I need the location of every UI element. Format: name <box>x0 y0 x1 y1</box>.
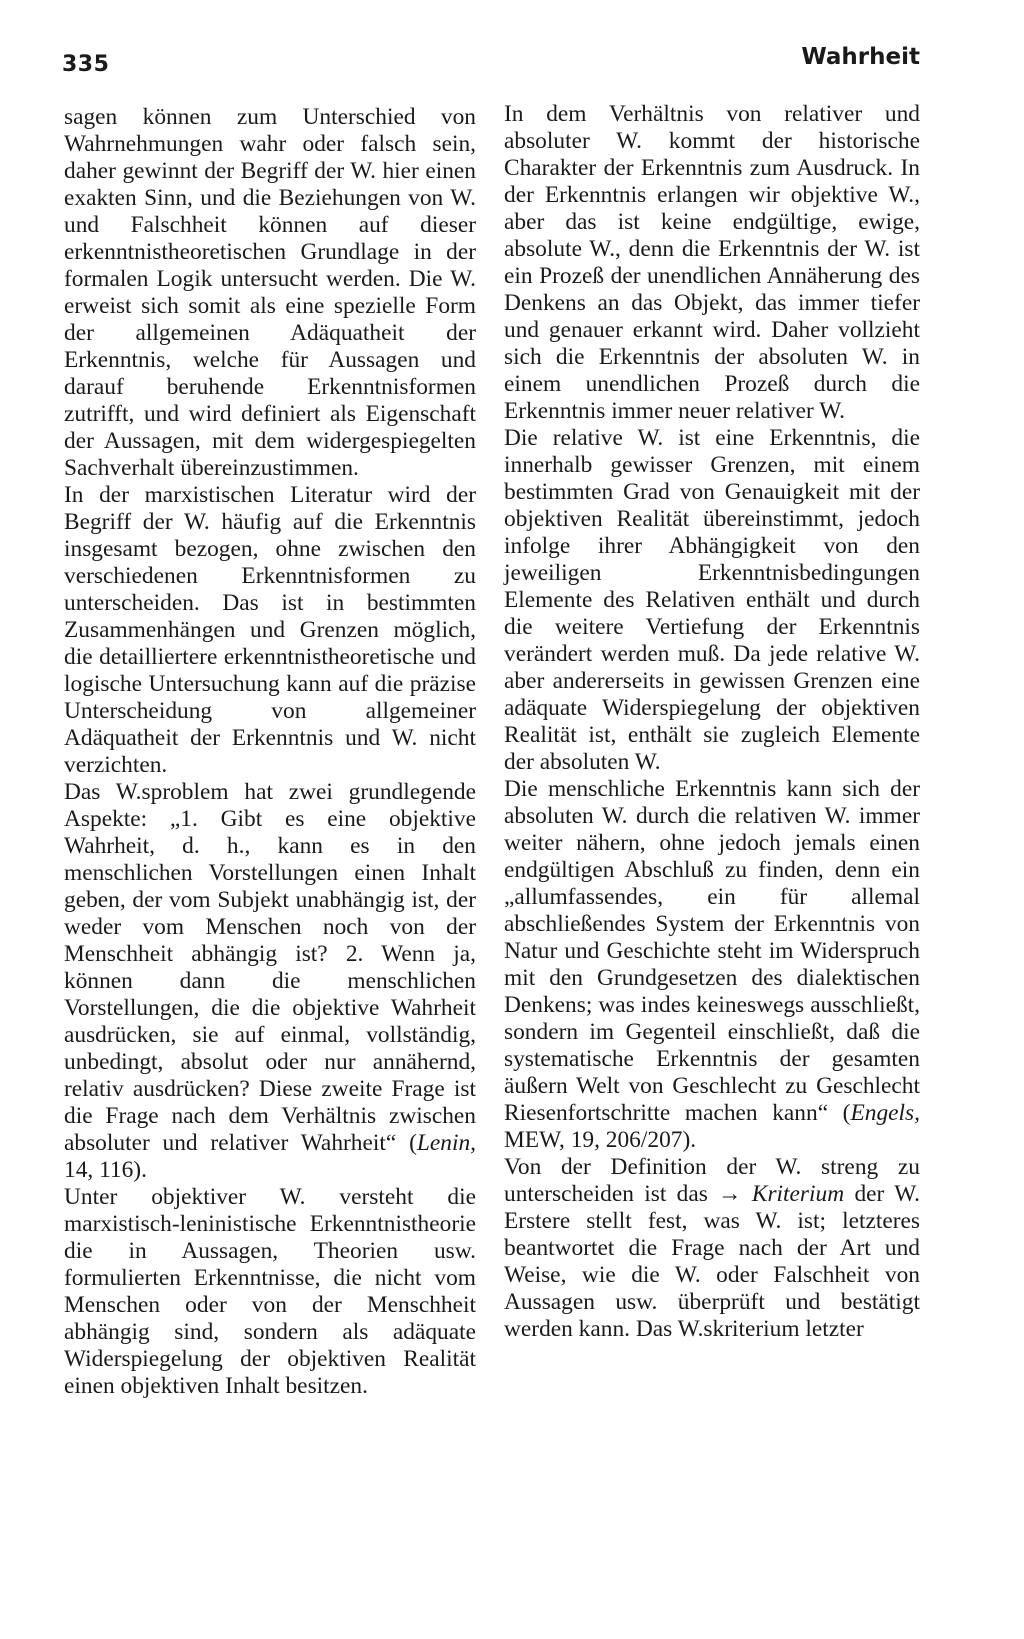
paragraph-quote <box>504 776 920 1154</box>
citation-author: Lenin, <box>416 1130 476 1156</box>
left-column <box>64 104 476 1400</box>
paragraph: Unter objektiver W. versteht die marxistisch-leninistische Erkenntnistheorie die in Aussagen, Theorien usw. formulierten Erkenntnisse, die nicht vom Menschen oder von der Menschheit abhängig sind, sondern als adäquate Widerspiegelung der objektiven Realität einen objektiven Inhalt besitzen. <box>64 1184 476 1399</box>
paragraph-quote <box>64 779 476 1184</box>
paragraph: In der marxistischen Literatur wird der Begriff der W. häufig auf die Erkenntnis insgesamt bezogen, ohne zwischen den verschiedenen Erkenntnisformen zu unterscheiden. Das ist in bestimmten Zusammenhängen und Grenzen möglich, die detailliertere erkenntnistheoretische und logische Untersuchung kann auf die präzise Unterscheidung von allgemeiner Adäquatheit der Erkenntnis und W. nicht verzichten. <box>64 482 476 778</box>
quote-text: Die menschliche Erkenntnis kann sich der absoluten W. durch die relativen W. immer weiter nähern, ohne jedoch jemals einen endgültigen Abschluß zu finden, denn ein „allumfassendes, ein für allemal abschließendes System der Erkenntnis von Natur und Geschichte steht im Widerspruch mit den Grundgesetzen des dialektischen Denkens; was indes keineswegs ausschließt, sondern im Gegenteil einschließt, daß die systematische Erkenntnis der gesamten äußern Welt von Geschlecht zu Geschlecht Riesenfortschritte machen kann“ ( <box>504 776 920 1126</box>
citation-source: 14, 116). <box>64 1157 147 1183</box>
paragraph <box>504 1154 920 1343</box>
cross-reference-link[interactable]: Kriterium <box>751 1181 845 1207</box>
page-number: 335 <box>62 52 110 77</box>
citation-source: MEW, 19, 206/207). <box>504 1127 697 1153</box>
running-head: Wahrheit <box>801 44 920 70</box>
paragraph-text: Von der Definition der W. streng zu unterscheiden ist das → <box>504 1154 920 1207</box>
paragraph: sagen können zum Unterschied von Wahrnehmungen wahr oder falsch sein, daher gewinnt der Begriff der W. hier einen exakten Sinn, und die Beziehungen von W. und Falschheit können auf dieser erkenntnistheoretischen Grundlage in der formalen Logik untersucht werden. Die W. erweist sich somit als eine spezielle Form der allgemeinen Adäquatheit der Erkenntnis, welche für Aussagen und darauf beruhende Erkenntnisformen zutrifft, und wird definiert als Eigenschaft der Aussagen, mit dem widergespiegelten Sachverhalt übereinzustimmen. <box>64 104 476 481</box>
quote-text: Das W.sproblem hat zwei grundlegende Aspekte: „1. Gibt es eine objektive Wahrheit, d. h., kann es in den menschlichen Vorstellungen einen Inhalt geben, der vom Subjekt unabhängig ist, der weder vom Menschen noch von der Menschheit abhängig ist? 2. Wenn ja, können dann die menschlichen Vorstellungen, die die objektive Wahrheit ausdrücken, sie auf einmal, vollständig, unbedingt, absolut oder nur annähernd, relativ ausdrücken? Diese zweite Frage ist die Frage nach dem Verhältnis zwischen absoluter und relativer Wahrheit“ ( <box>64 779 476 1156</box>
paragraph-text: der W. Erstere stellt fest, was W. ist; letzteres beantwortet die Frage nach der Art und Weise, wie die W. oder Falschheit von Aussagen usw. überprüft und bestätigt werden kann. Das W.skriterium letzter <box>504 1181 920 1342</box>
paragraph: Die relative W. ist eine Erkenntnis, die innerhalb gewisser Grenzen, mit einem bestimmten Grad von Genauigkeit mit der objektiven Realität übereinstimmt, jedoch infolge ihrer Abhängigkeit von den jeweiligen Erkenntnisbedingungen Elemente des Relativen enthält und durch die weitere Vertiefung der Erkenntnis verändert werden muß. Da jede relative W. aber andererseits in gewissen Grenzen eine adäquate Widerspiegelung der objektiven Realität ist, enthält sie zugleich Elemente der absoluten W. <box>504 425 920 775</box>
paragraph: In dem Verhältnis von relativer und absoluter W. kommt der historische Charakter der Erkenntnis zum Ausdruck. In der Erkenntnis erlangen wir objektive W., aber das ist keine endgültige, ewige, absolute W., denn die Erkenntnis der W. ist ein Prozeß der unendlichen Annäherung des Denkens an das Objekt, das immer tiefer und genauer erkannt wird. Daher vollzieht sich die Erkenntnis der absoluten W. in einem unendlichen Prozeß durch die Erkenntnis immer neuer relativer W. <box>504 101 920 424</box>
citation-author: Engels, <box>850 1100 920 1126</box>
right-column <box>504 101 920 1343</box>
